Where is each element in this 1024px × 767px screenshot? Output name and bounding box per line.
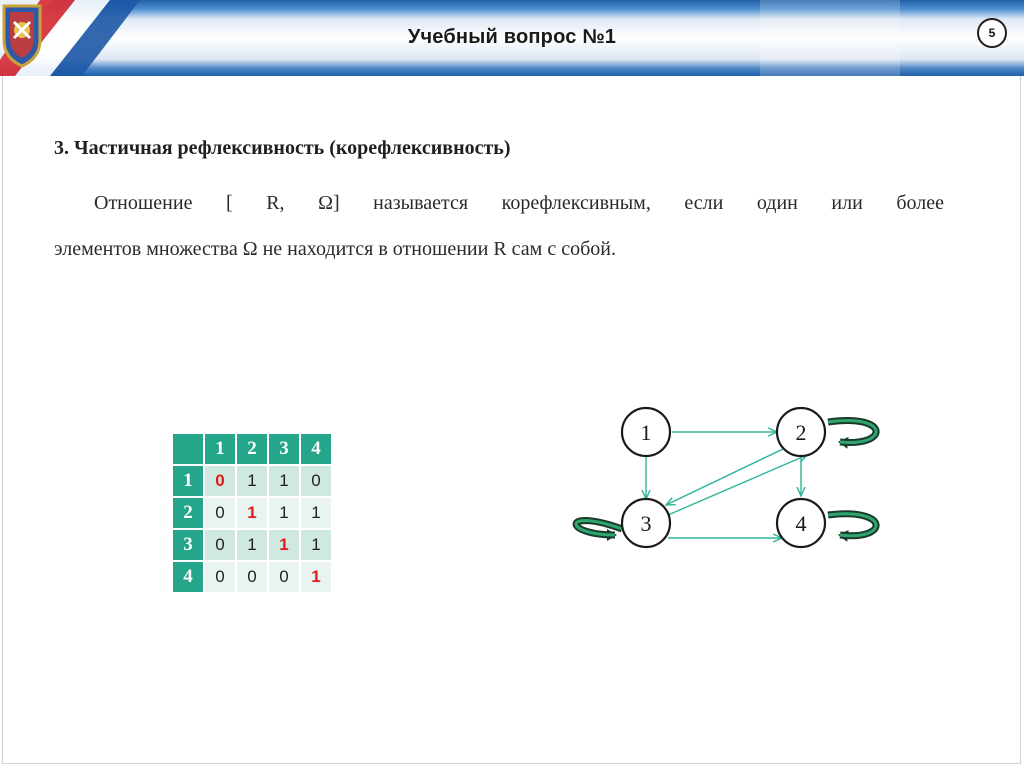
matrix-col-header: 4 — [300, 433, 332, 465]
slide-header — [0, 0, 1024, 76]
matrix-cell: 1 — [236, 529, 268, 561]
matrix-cell: 0 — [204, 529, 236, 561]
graph-node-2 — [777, 408, 825, 456]
definition-line-1: Отношение [ R, Ω] называется корефлексивным, если один или более — [94, 192, 944, 214]
matrix-header-row — [172, 433, 332, 465]
matrix-row-header: 1 — [172, 465, 204, 497]
edge-2-3 — [666, 449, 783, 505]
matrix-row — [172, 561, 332, 593]
matrix-cell: 0 — [236, 561, 268, 593]
self-loop-2 — [828, 420, 876, 442]
matrix-cell: 0 — [204, 497, 236, 529]
slide-frame — [2, 0, 1021, 764]
self-loop-3 — [576, 521, 622, 535]
node-label: 4 — [795, 511, 807, 536]
node-label: 1 — [640, 420, 652, 445]
graph-node-4 — [777, 499, 825, 547]
matrix-col-header: 1 — [204, 433, 236, 465]
relation-graph — [560, 395, 890, 565]
node-label: 3 — [640, 511, 652, 536]
matrix-corner — [172, 433, 204, 465]
matrix-row-header: 4 — [172, 561, 204, 593]
matrix-cell-diagonal: 1 — [268, 529, 300, 561]
relation-matrix — [171, 432, 333, 594]
matrix-cell: 1 — [236, 465, 268, 497]
matrix-cell: 1 — [268, 465, 300, 497]
matrix-cell-diagonal: 1 — [236, 497, 268, 529]
matrix-cell: 1 — [300, 529, 332, 561]
graph-node-3 — [622, 499, 670, 547]
matrix-cell: 0 — [300, 465, 332, 497]
definition-line-2: элементов множества Ω не находится в отношении R сам с собой. — [54, 238, 616, 260]
matrix-col-header: 3 — [268, 433, 300, 465]
definition-paragraph — [54, 180, 944, 272]
matrix-row-header: 3 — [172, 529, 204, 561]
matrix-row — [172, 497, 332, 529]
matrix-row — [172, 465, 332, 497]
matrix-cell-diagonal: 1 — [300, 561, 332, 593]
section-heading: 3. Частичная рефлексивность (корефлексивность) — [54, 137, 511, 159]
matrix-col-header: 2 — [236, 433, 268, 465]
matrix-row-header: 2 — [172, 497, 204, 529]
matrix-cell: 1 — [268, 497, 300, 529]
matrix-cell: 1 — [300, 497, 332, 529]
node-label: 2 — [795, 420, 807, 445]
matrix-cell: 0 — [204, 561, 236, 593]
graph-node-1 — [622, 408, 670, 456]
page-number-badge: 5 — [977, 18, 1007, 48]
self-loop-4 — [828, 514, 876, 536]
matrix-cell: 0 — [268, 561, 300, 593]
slide-title: Учебный вопрос №1 — [407, 26, 617, 48]
matrix-row — [172, 529, 332, 561]
matrix-cell-diagonal: 0 — [204, 465, 236, 497]
